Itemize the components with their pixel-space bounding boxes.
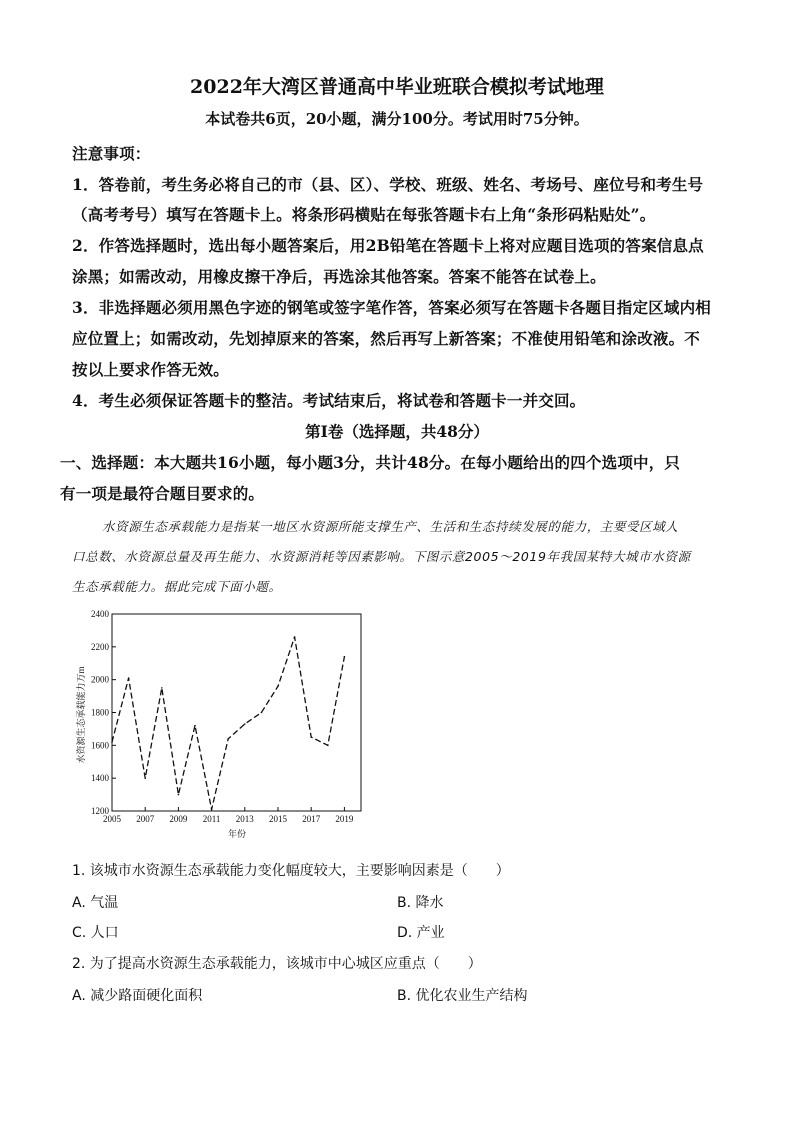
data-point: [327, 745, 329, 747]
plot-frame: [112, 614, 361, 811]
question-1-option-c[interactable]: C. 人口: [72, 925, 119, 941]
x-tick-label: 2013: [235, 814, 254, 824]
section-instruction: 一、选择题：本大题共16小题，每小题3分，共计48分。在每小题给出的四个选项中，只: [60, 453, 681, 472]
data-point: [294, 636, 296, 638]
data-point: [344, 656, 346, 658]
y-tick-label: 2000: [91, 674, 109, 685]
x-tick-label: 2005: [103, 814, 121, 824]
question-1-stem: 1. 该城市水资源生态承载能力变化幅度较大，主要影响因素是（ ）: [72, 863, 510, 879]
y-tick-label: 1200: [91, 806, 109, 816]
intro-line: 水资源生态承载能力是指某一地区水资源所能支撑生产、生活和生态持续发展的能力，主要受区域人: [102, 519, 679, 534]
data-point: [178, 794, 180, 796]
data-point: [310, 736, 312, 738]
note-line: 应位置上；如需改动，先划掉原来的答案，然后再写上新答案；不准使用铅笔和涂改液。不: [72, 329, 701, 348]
x-axis-label: 年份: [227, 829, 247, 839]
exam-subtitle: 本试卷共6页，20小题，满分100分。考试用时75分钟。: [205, 110, 589, 128]
note-line: 涂黑；如需改动，用橡皮擦干净后，再选涂其他答案。答案不能答在试卷上。: [72, 267, 606, 286]
data-point: [211, 809, 213, 811]
data-point: [227, 738, 229, 740]
question-2-option-b[interactable]: B. 优化农业生产结构: [397, 988, 528, 1004]
data-point: [194, 725, 196, 727]
question-1-option-a[interactable]: A. 气温: [72, 895, 119, 911]
x-tick-label: 2007: [136, 814, 155, 824]
y-tick-label: 2200: [91, 641, 109, 652]
note-line: （高考考号）填写在答题卡上。将条形码横贴在每张答题卡右上角“条形码粘贴处”。: [72, 205, 656, 224]
note-line: 2．作答选择题时，选出每小题答案后，用2B铅笔在答题卡上将对应题目选项的答案信息点: [72, 236, 704, 255]
x-tick-label: 2015: [269, 814, 287, 824]
x-tick-label: 2017: [302, 814, 321, 824]
y-axis-label: 水资源生态承载能力万m: [76, 666, 86, 764]
question-1-option-b[interactable]: B. 降水: [397, 895, 444, 911]
x-axis: [103, 807, 354, 824]
data-point: [277, 685, 279, 687]
x-tick-label: 2019: [335, 814, 354, 824]
section-instruction: 有一项是最符合题目要求的。: [60, 484, 265, 503]
data-point: [111, 741, 113, 743]
series-line: [112, 637, 344, 809]
data-point: [261, 712, 263, 714]
intro-line: 口总数、水资源总量及再生能力、水资源消耗等因素影响。下图示意2005～2019年我国某特大城市水资源: [72, 549, 691, 564]
y-tick-label: 1400: [91, 773, 109, 784]
notes-heading: 注意事项：: [72, 144, 151, 163]
water-capacity-line-chart: [72, 603, 372, 848]
note-line: 1．答卷前，考生务必将自己的市（县、区）、学校、班级、姓名、考场号、座位号和考生号: [72, 175, 704, 194]
series: [111, 636, 345, 810]
question-1-option-d[interactable]: D. 产业: [397, 925, 445, 941]
data-point: [144, 777, 146, 779]
exam-title: 2022年大湾区普通高中毕业班联合模拟考试地理: [190, 76, 604, 98]
data-point: [244, 723, 246, 725]
y-tick-label: 2400: [91, 609, 109, 619]
data-point: [161, 687, 163, 689]
section-title: 第Ⅰ卷（选择题，共48分）: [305, 422, 489, 441]
question-2-stem: 2. 为了提高水资源生态承载能力，该城市中心城区应重点（ ）: [72, 956, 482, 972]
intro-line: 生态承载能力。据此完成下面小题。: [72, 579, 282, 594]
note-line: 4．考生必须保证答题卡的整洁。考试结束后，将试卷和答题卡一并交回。: [72, 391, 586, 410]
question-2-option-a[interactable]: A. 减少路面硬化面积: [72, 988, 203, 1004]
data-point: [128, 677, 130, 679]
x-tick-label: 2011: [202, 814, 221, 824]
note-line: 按以上要求作答无效。: [72, 360, 230, 379]
y-tick-label: 1600: [91, 740, 109, 751]
x-tick-label: 2009: [169, 814, 188, 824]
note-line: 3．非选择题必须用黑色字迹的钢笔或签字笔作答，答案必须写在答题卡各题目指定区域内相: [72, 298, 711, 317]
y-tick-label: 1800: [91, 707, 109, 718]
